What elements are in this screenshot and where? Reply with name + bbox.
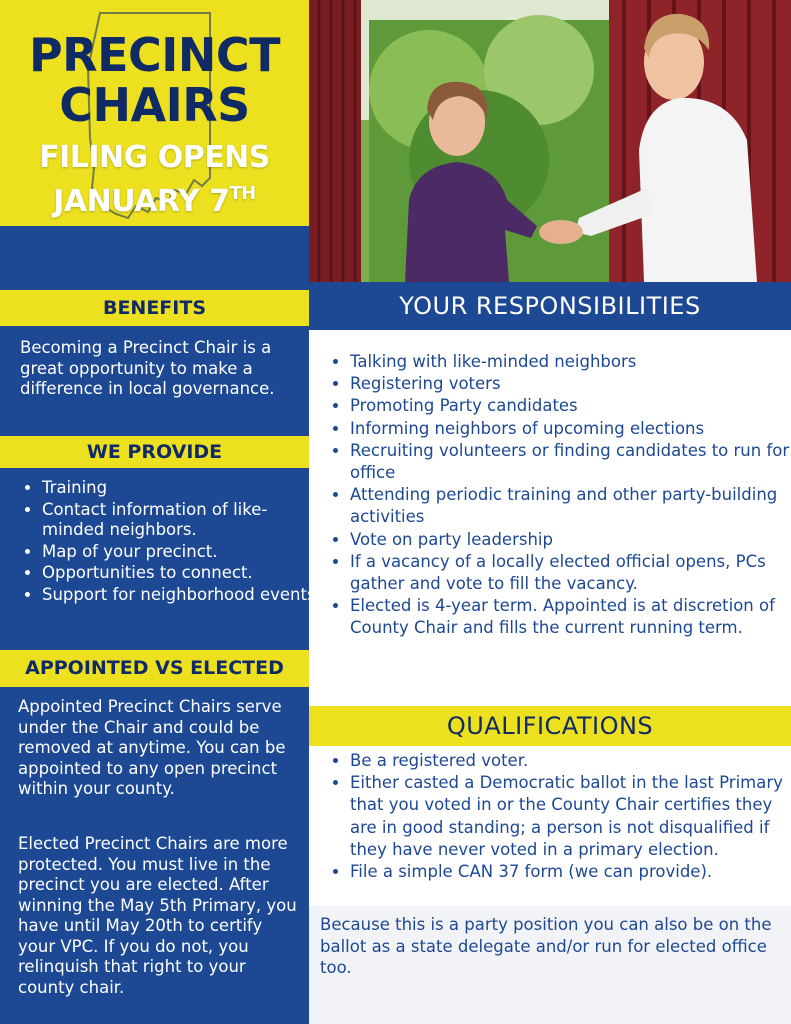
list-item: • File a simple CAN 37 form (we can provide).: [350, 861, 790, 883]
list-item: • Attending periodic training and other party-building activities: [350, 484, 790, 528]
list-item: • Support for neighborhood events: [42, 585, 322, 606]
handshake-photo: [309, 0, 791, 282]
elected-text: Elected Precinct Chairs are more protected. You must live in the precinct you are elected. After winning the May 5th Primary, you have until May 20th to certify your VPC. If you do not, you relinquish that right to your county chair.: [18, 834, 297, 997]
we-provide-heading: WE PROVIDE: [0, 436, 309, 468]
list-item: • Either casted a Democratic ballot in the last Primary that you voted in or the County Chair certifies they are in good standing; a person is not disqualified if they have never voted in a primary election.: [350, 772, 790, 861]
list-item: • Talking with like-minded neighbors: [350, 351, 790, 373]
filing-date-suffix: TH: [229, 183, 256, 204]
responsibilities-list: [330, 351, 790, 640]
handshake-illustration: [309, 0, 791, 282]
list-item: • Vote on party leadership: [350, 529, 790, 551]
list-item: • Informing neighbors of upcoming elections: [350, 418, 790, 440]
header-blue-band: [0, 226, 309, 290]
list-item: • If a vacancy of a locally elected official opens, PCs gather and vote to fill the vacancy.: [350, 551, 790, 595]
benefits-heading: BENEFITS: [0, 290, 309, 326]
filing-opens-line: FILING OPENS: [39, 140, 270, 175]
qualifications-heading: QUALIFICATIONS: [309, 706, 791, 746]
filing-date-line: [0, 176, 309, 220]
list-item: • Elected is 4-year term. Appointed is at discretion of County Chair and fills the current running term.: [350, 595, 790, 639]
appointed-vs-elected-heading: APPOINTED VS ELECTED: [0, 650, 309, 687]
list-item: • Recruiting volunteers or finding candidates to run for office: [350, 440, 790, 484]
filing-date: JANUARY 7: [53, 184, 230, 219]
benefits-text: Becoming a Precinct Chair is a great opportunity to make a difference in local governance.: [20, 338, 275, 398]
list-item: • Contact information of like-minded neighbors.: [42, 500, 322, 541]
we-provide-list: [18, 478, 322, 606]
title-line-2: CHAIRS: [59, 78, 250, 132]
list-item: • Map of your precinct.: [42, 542, 322, 563]
list-item: • Training: [42, 478, 322, 499]
list-item: • Registering voters: [350, 373, 790, 395]
responsibilities-heading: YOUR RESPONSIBILITIES: [309, 282, 791, 330]
list-item: • Opportunities to connect.: [42, 563, 322, 584]
appointed-text: Appointed Precinct Chairs serve under the Chair and could be removed at anytime. You can be appointed to any open precinct within your county.: [18, 697, 286, 798]
list-item: • Be a registered voter.: [350, 750, 790, 772]
qualifications-list: [330, 750, 790, 883]
list-item: • Promoting Party candidates: [350, 395, 790, 417]
party-position-note: Because this is a party position you can also be on the ballot as a state delegate and/or run for elected office too.: [320, 915, 772, 977]
title-line-1: PRECINCT: [28, 28, 281, 82]
